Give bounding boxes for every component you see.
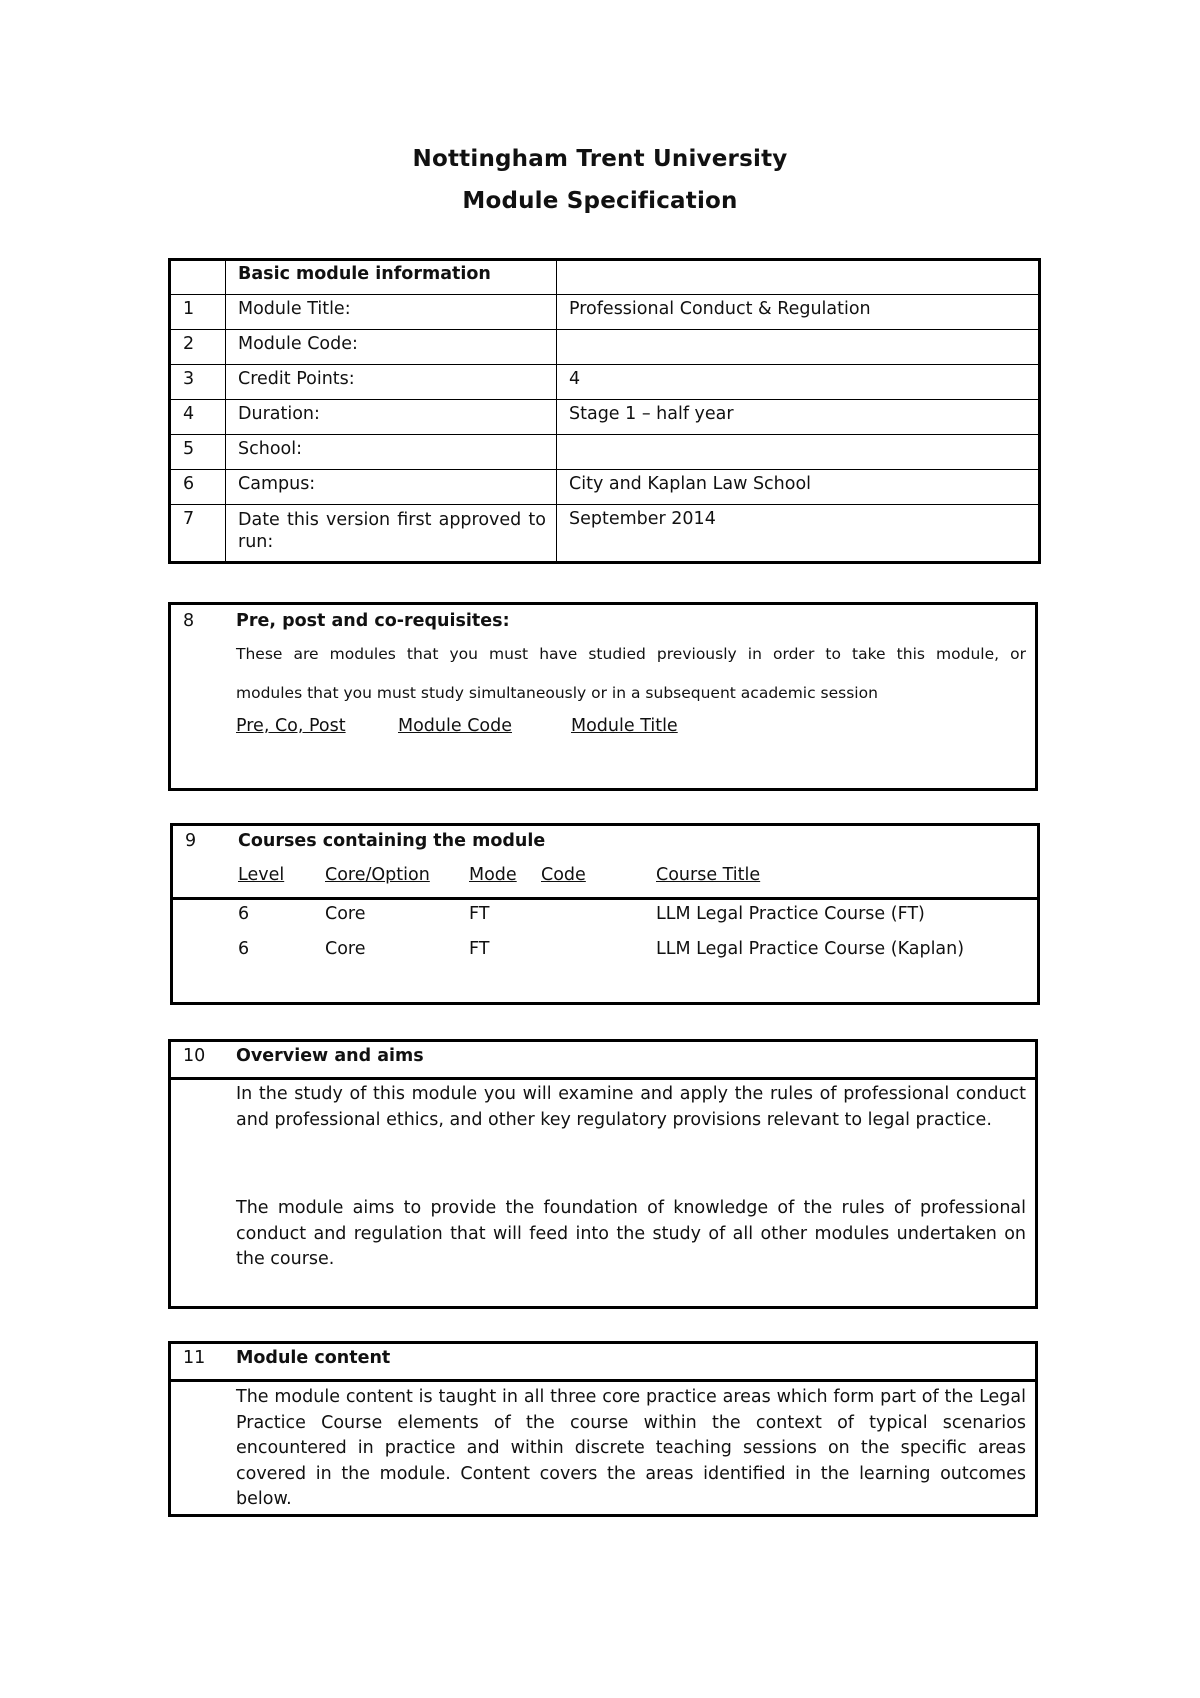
module-content-heading: Module content	[236, 1348, 391, 1368]
table-row	[170, 470, 1040, 505]
table-row	[170, 330, 1040, 365]
row-number: 1	[170, 295, 226, 330]
column-header-module-code: Module Code	[398, 716, 512, 736]
column-header-course-title: Course Title	[656, 865, 761, 885]
row-number: 2	[170, 330, 226, 365]
course-level: 6	[238, 939, 250, 959]
basic-info-table	[168, 258, 1041, 564]
table-row	[170, 365, 1040, 400]
row-label: Module Code:	[226, 330, 557, 365]
column-header-mode: Mode	[469, 865, 517, 885]
university-name: Nottingham Trent University	[412, 146, 788, 172]
row-number: 6	[170, 470, 226, 505]
column-header-core-option: Core/Option	[325, 865, 430, 885]
heading-divider	[171, 1077, 1035, 1080]
column-header-level: Level	[238, 865, 285, 885]
course-title: LLM Legal Practice Course (FT)	[656, 904, 925, 924]
course-core-option: Core	[325, 939, 366, 959]
row-label: Module Title:	[226, 295, 557, 330]
table-row	[170, 400, 1040, 435]
courses-heading: Courses containing the module	[238, 831, 546, 851]
section-number: 11	[183, 1348, 206, 1368]
courses-section	[170, 823, 1040, 1005]
overview-paragraph-1: In the study of this module you will examine and apply the rules of professional conduct and professional ethics, and other key regulatory provisions relevant to legal practice.	[236, 1084, 1026, 1130]
module-code-value	[557, 330, 1040, 365]
overview-paragraph-2: The module aims to provide the foundation of knowledge of the rules of professional conduct and regulation that will feed into the study of all other modules undertaken on the course.	[236, 1198, 1026, 1269]
course-title: LLM Legal Practice Course (Kaplan)	[656, 939, 965, 959]
credit-points-value: 4	[557, 365, 1040, 400]
overview-section	[168, 1039, 1038, 1309]
document-title: Module Specification	[462, 188, 738, 214]
course-core-option: Core	[325, 904, 366, 924]
row-number: 5	[170, 435, 226, 470]
table-row	[170, 295, 1040, 330]
section-number: 10	[183, 1046, 206, 1066]
column-header-module-title: Module Title	[571, 716, 678, 736]
module-content-section	[168, 1341, 1038, 1517]
column-header-code: Code	[541, 865, 586, 885]
overview-heading: Overview and aims	[236, 1046, 424, 1066]
column-header-pre-co-post: Pre, Co, Post	[236, 716, 346, 736]
course-level: 6	[238, 904, 250, 924]
course-mode: FT	[469, 939, 490, 959]
row-label: Credit Points:	[226, 365, 557, 400]
section-number: 9	[185, 831, 197, 851]
course-mode: FT	[469, 904, 490, 924]
table-row	[170, 435, 1040, 470]
module-title-value: Professional Conduct & Regulation	[557, 295, 1040, 330]
header-divider	[173, 897, 1037, 900]
module-content-paragraph: The module content is taught in all three core practice areas which form part of the Legal Practice Course elements of the course within the context of typical scenarios encountered in practice and within discrete teaching sessions on the specific areas covered in the module. Content covers the areas identified in the learning outcomes below.	[236, 1387, 1026, 1509]
row-number: 4	[170, 400, 226, 435]
row-label: Campus:	[226, 470, 557, 505]
prerequisites-section	[168, 602, 1038, 791]
row-number: 3	[170, 365, 226, 400]
duration-value: Stage 1 – half year	[557, 400, 1040, 435]
basic-info-heading: Basic module information	[226, 260, 557, 295]
row-number: 7	[170, 505, 226, 563]
row-label: Date this version first approved to run:	[226, 505, 557, 563]
prerequisites-description-line1: These are modules that you must have studied previously in order to take this module, or	[236, 645, 1026, 663]
section-number: 8	[183, 611, 195, 631]
campus-value: City and Kaplan Law School	[557, 470, 1040, 505]
basic-info-header-row	[170, 260, 1040, 295]
prerequisites-heading: Pre, post and co-requisites:	[236, 611, 510, 631]
row-label: School:	[226, 435, 557, 470]
school-value	[557, 435, 1040, 470]
heading-divider	[171, 1379, 1035, 1382]
prerequisites-description-line2: modules that you must study simultaneously or in a subsequent academic session	[236, 684, 878, 702]
row-label: Duration:	[226, 400, 557, 435]
approval-date-value: September 2014	[557, 505, 1040, 563]
table-row	[170, 505, 1040, 563]
